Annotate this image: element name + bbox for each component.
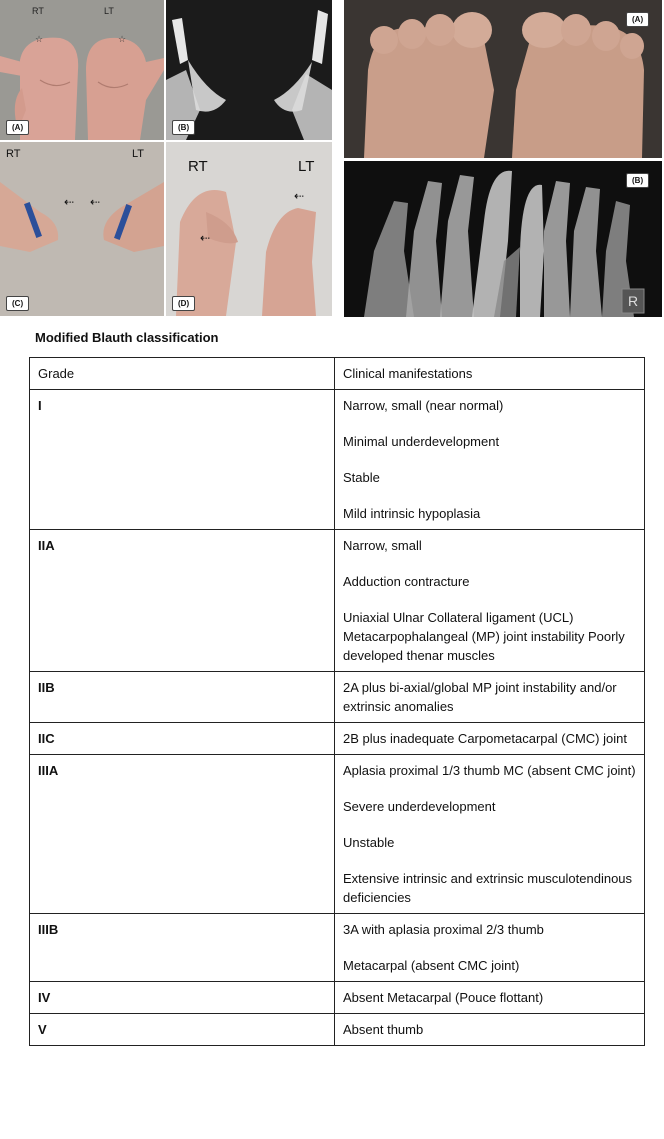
clinical-item: Extensive intrinsic and extrinsic musculotendinous deficiencies [343, 871, 633, 905]
photo-hands-thumbs [166, 142, 332, 316]
clinical-item: Adduction contracture [343, 574, 470, 589]
clinical-item: Aplasia proximal 1/3 thumb MC (absent CMC joint) [343, 763, 636, 778]
clinical-item: Absent Metacarpal (Pouce flottant) [343, 990, 544, 1005]
clinical-item: 3A with aplasia proximal 2/3 thumb [343, 922, 544, 937]
grade-cell: I [30, 390, 335, 530]
clinical-cell [335, 390, 645, 530]
table-row [30, 914, 645, 982]
clinical-cell [335, 914, 645, 982]
clinical-header: Clinical manifestations [335, 358, 645, 390]
xray-feet [344, 161, 662, 317]
hand-left-label: LT [298, 158, 315, 175]
xray-side-marker: R [628, 293, 639, 309]
clinical-item: Uniaxial Ulnar Collateral ligament (UCL) Metacarpophalangeal (MP) joint instability Poorly developed thenar muscles [343, 610, 625, 663]
panel-label: (A) [626, 12, 649, 27]
panel-label: (B) [626, 173, 649, 188]
clinical-item: Stable [343, 470, 380, 485]
table-row [30, 672, 645, 723]
clinical-cell [335, 530, 645, 672]
xray-hands-image [166, 0, 332, 140]
hand-right-label: RT [188, 158, 208, 175]
table-row [30, 723, 645, 755]
clinical-cell [335, 723, 645, 755]
svg-text:⇠: ⇠ [90, 195, 101, 209]
panel-label: (A) [6, 120, 29, 135]
grade-header: Grade [30, 358, 335, 390]
grade-cell: V [30, 1014, 335, 1046]
panel-label: (B) [172, 120, 195, 135]
table-row [30, 530, 645, 672]
svg-text:☆: ☆ [118, 35, 127, 45]
clinical-item: Narrow, small (near normal) [343, 398, 504, 413]
hand-left-label: LT [132, 148, 145, 160]
grade-cell: IIB [30, 672, 335, 723]
svg-text:⇠: ⇠ [294, 189, 305, 203]
clinical-item: Unstable [343, 835, 395, 850]
hand-left-label: LT [104, 6, 114, 16]
photo-feet [344, 0, 662, 158]
table-body [30, 390, 645, 1046]
table-header-row [30, 358, 645, 390]
table-title: Modified Blauth classification [35, 330, 219, 345]
clinical-item: Narrow, small [343, 538, 422, 553]
xray-hands [166, 0, 332, 140]
svg-text:☆: ☆ [35, 35, 44, 45]
clinical-item: Metacarpal (absent CMC joint) [343, 958, 520, 973]
table-row [30, 1014, 645, 1046]
clinical-cell [335, 982, 645, 1014]
grade-cell: IIIA [30, 755, 335, 914]
panel-label: (C) [6, 296, 29, 311]
photo-hands-palms [0, 0, 164, 140]
clinical-item: Mild intrinsic hypoplasia [343, 506, 481, 521]
panel-label: (D) [172, 296, 195, 311]
blauth-classification-table [29, 357, 645, 1046]
xray-feet-image [344, 161, 662, 317]
clinical-item: 2A plus bi-axial/global MP joint instability and/or extrinsic anomalies [343, 680, 617, 714]
table-row [30, 390, 645, 530]
clinical-item: 2B plus inadequate Carpometacarpal (CMC) joint [343, 731, 627, 746]
svg-text:⇠: ⇠ [64, 195, 75, 209]
pens-image [0, 142, 164, 316]
grade-cell: IV [30, 982, 335, 1014]
grade-cell: IIC [30, 723, 335, 755]
svg-text:⇠: ⇠ [200, 231, 211, 245]
clinical-cell [335, 672, 645, 723]
photo-hands-holding-pens [0, 142, 164, 316]
clinical-cell [335, 1014, 645, 1046]
clinical-item: Minimal underdevelopment [343, 434, 500, 449]
grade-cell: IIIB [30, 914, 335, 982]
palms-image [0, 0, 164, 140]
clinical-item: Absent thumb [343, 1022, 424, 1037]
hand-right-label: RT [6, 148, 21, 160]
table-row [30, 755, 645, 914]
clinical-cell [335, 755, 645, 914]
clinical-item: Severe underdevelopment [343, 799, 496, 814]
hand-right-label: RT [32, 6, 44, 16]
table-row [30, 982, 645, 1014]
grade-cell: IIA [30, 530, 335, 672]
feet-image [344, 0, 662, 158]
